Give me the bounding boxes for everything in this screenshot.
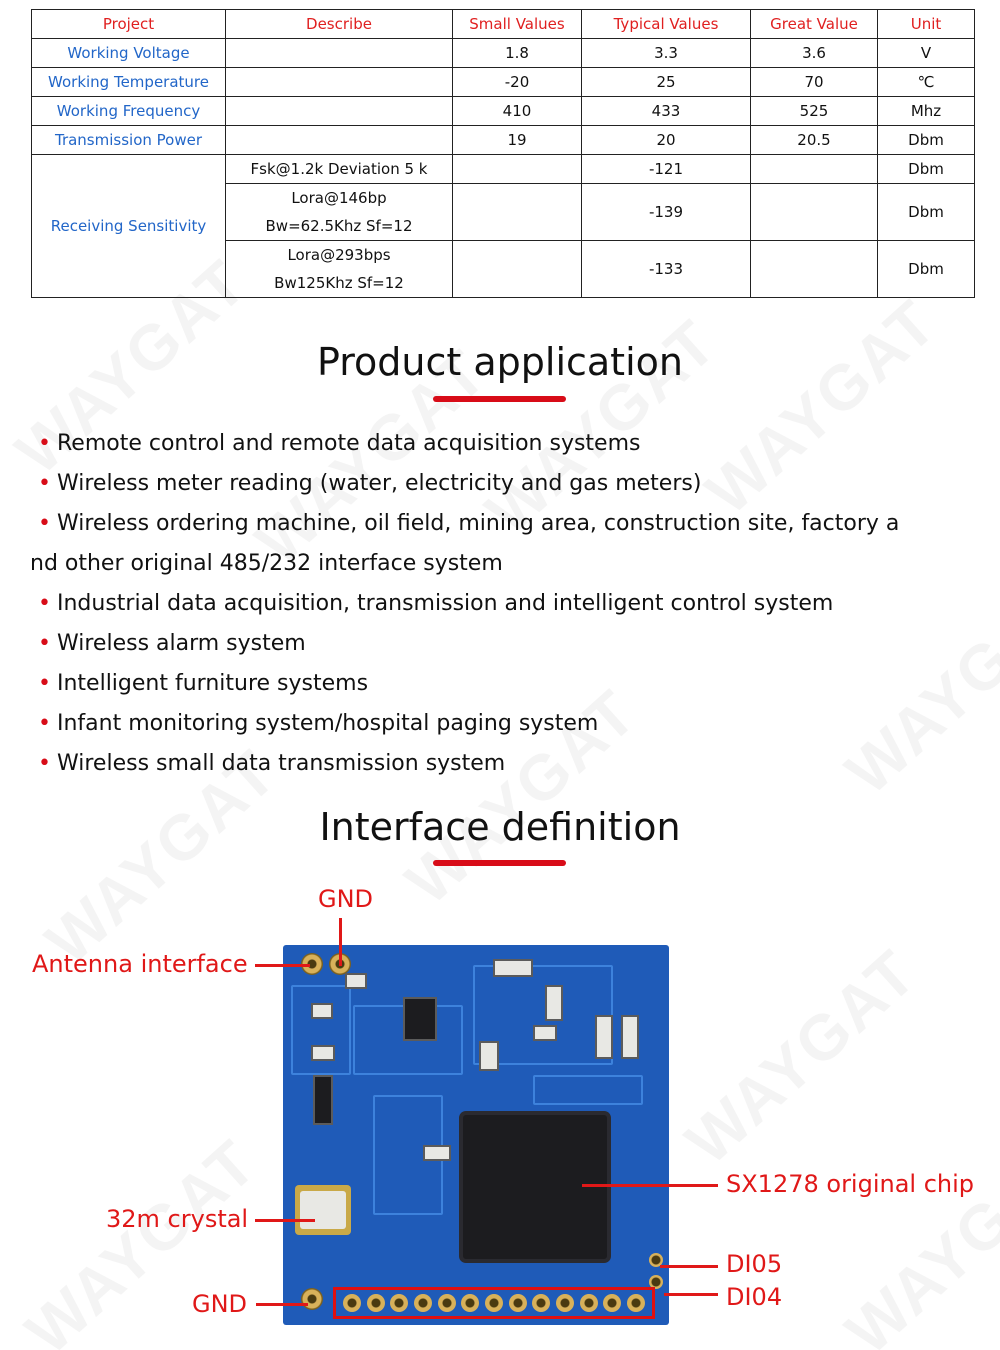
cell-great: 70 bbox=[751, 68, 878, 97]
cell-unit: Dbm bbox=[878, 155, 975, 184]
cell-describe: Fsk@1.2k Deviation 5 k bbox=[226, 155, 453, 184]
cell-small: -20 bbox=[453, 68, 582, 97]
bullet-icon: • bbox=[38, 471, 51, 496]
cell-project: Transmission Power bbox=[32, 126, 226, 155]
pin-pad bbox=[438, 1294, 456, 1312]
cell-great: 20.5 bbox=[751, 126, 878, 155]
list-item bbox=[30, 624, 975, 664]
smd-component bbox=[423, 1145, 451, 1161]
cell-describe bbox=[226, 39, 453, 68]
header-small-values: Small Values bbox=[453, 10, 582, 39]
pin-pad bbox=[509, 1294, 527, 1312]
list-item-text: Wireless small data transmission system bbox=[56, 751, 506, 776]
list-item bbox=[30, 504, 975, 544]
pin-pad bbox=[343, 1294, 361, 1312]
label-sx1278-chip: SX1278 original chip bbox=[726, 1170, 975, 1198]
cell-small: 19 bbox=[453, 126, 582, 155]
cell-unit: V bbox=[878, 39, 975, 68]
cell-great: 3.6 bbox=[751, 39, 878, 68]
cell-unit: Dbm bbox=[878, 126, 975, 155]
cell-describe bbox=[226, 184, 453, 241]
header-typical-values: Typical Values bbox=[582, 10, 751, 39]
list-item bbox=[30, 704, 975, 744]
smd-component bbox=[621, 1015, 639, 1059]
cell-typical: 25 bbox=[582, 68, 751, 97]
cell-unit: Dbm bbox=[878, 241, 975, 298]
bullet-icon: • bbox=[38, 591, 51, 616]
interface-title: Interface definition bbox=[319, 805, 681, 849]
bullet-icon: • bbox=[38, 751, 51, 776]
pin-header-row bbox=[333, 1287, 655, 1319]
sx1278-chip bbox=[463, 1115, 607, 1259]
pin-pad bbox=[627, 1294, 645, 1312]
bullet-icon: • bbox=[38, 511, 51, 536]
bullet-icon: • bbox=[38, 431, 51, 456]
smd-component bbox=[311, 1003, 333, 1019]
leader-line bbox=[256, 1303, 308, 1306]
label-gnd-bottom: GND bbox=[192, 1290, 248, 1318]
smd-component bbox=[545, 985, 563, 1021]
cell-small: 410 bbox=[453, 97, 582, 126]
describe-line-1: Lora@146bp bbox=[291, 189, 387, 207]
leader-line bbox=[582, 1184, 718, 1187]
cell-project: Receiving Sensitivity bbox=[32, 155, 226, 298]
cell-great bbox=[751, 184, 878, 241]
table-row bbox=[32, 39, 975, 68]
list-item-text: Wireless ordering machine, oil field, mining area, construction site, factory a bbox=[56, 511, 900, 536]
cell-small bbox=[453, 184, 582, 241]
list-item-text: Industrial data acquisition, transmission and intelligent control system bbox=[56, 591, 834, 616]
cell-small bbox=[453, 241, 582, 298]
list-item bbox=[30, 664, 975, 704]
cell-describe bbox=[226, 97, 453, 126]
smd-component bbox=[533, 1025, 557, 1041]
bullet-icon: • bbox=[38, 631, 51, 656]
application-list bbox=[30, 424, 975, 784]
gnd-pad bbox=[301, 1288, 323, 1310]
cell-typical: 433 bbox=[582, 97, 751, 126]
cell-great: 525 bbox=[751, 97, 878, 126]
pin-pad bbox=[367, 1294, 385, 1312]
smd-component bbox=[479, 1041, 499, 1071]
interface-title-underline bbox=[433, 860, 566, 866]
header-describe: Describe bbox=[226, 10, 453, 39]
pcb-trace bbox=[291, 985, 351, 1075]
cell-unit: Dbm bbox=[878, 184, 975, 241]
leader-line bbox=[255, 1219, 315, 1222]
pcb-trace bbox=[533, 1075, 643, 1105]
cell-great bbox=[751, 241, 878, 298]
pin-pad bbox=[532, 1294, 550, 1312]
cell-typical: -139 bbox=[582, 184, 751, 241]
list-item bbox=[30, 744, 975, 784]
bullet-icon: • bbox=[38, 711, 51, 736]
pin-pad bbox=[461, 1294, 479, 1312]
smd-component bbox=[595, 1015, 613, 1059]
cell-describe bbox=[226, 126, 453, 155]
cell-project: Working Voltage bbox=[32, 39, 226, 68]
leader-line bbox=[255, 964, 310, 967]
list-item bbox=[30, 424, 975, 464]
cell-typical: 3.3 bbox=[582, 39, 751, 68]
list-item-text: Infant monitoring system/hospital paging system bbox=[56, 711, 599, 736]
cell-unit: Mhz bbox=[878, 97, 975, 126]
label-antenna-interface: Antenna interface bbox=[32, 950, 248, 978]
list-item bbox=[30, 464, 975, 504]
cell-small bbox=[453, 155, 582, 184]
header-great-value: Great Value bbox=[751, 10, 878, 39]
specification-table bbox=[31, 9, 975, 298]
header-project: Project bbox=[32, 10, 226, 39]
list-item-text: Wireless alarm system bbox=[56, 631, 306, 656]
watermark bbox=[671, 935, 930, 1179]
header-unit: Unit bbox=[878, 10, 975, 39]
smd-component bbox=[493, 959, 533, 977]
table-row bbox=[32, 126, 975, 155]
smd-component bbox=[345, 973, 367, 989]
switch-component bbox=[313, 1075, 333, 1125]
application-title: Product application bbox=[317, 340, 683, 384]
cell-describe bbox=[226, 68, 453, 97]
cell-typical: -133 bbox=[582, 241, 751, 298]
label-gnd-top: GND bbox=[318, 885, 374, 913]
cell-small: 1.8 bbox=[453, 39, 582, 68]
cell-unit: ℃ bbox=[878, 68, 975, 97]
crystal-oscillator bbox=[295, 1185, 351, 1235]
list-item-text: Intelligent furniture systems bbox=[56, 671, 369, 696]
table-row bbox=[32, 155, 975, 184]
label-dio4: DI04 bbox=[726, 1283, 783, 1311]
label-crystal: 32m crystal bbox=[106, 1205, 249, 1233]
table-row bbox=[32, 68, 975, 97]
ic-component bbox=[403, 997, 437, 1041]
watermark bbox=[831, 1125, 1000, 1350]
cell-typical: 20 bbox=[582, 126, 751, 155]
leader-line bbox=[660, 1265, 718, 1268]
pin-pad bbox=[485, 1294, 503, 1312]
label-dio5: DI05 bbox=[726, 1250, 783, 1278]
table-row bbox=[32, 97, 975, 126]
leader-line bbox=[339, 918, 342, 966]
list-item-text: Remote control and remote data acquisition systems bbox=[56, 431, 641, 456]
list-item-continuation: nd other original 485/232 interface system bbox=[30, 551, 503, 576]
cell-project: Working Temperature bbox=[32, 68, 226, 97]
describe-line-2: Bw125Khz Sf=12 bbox=[274, 274, 404, 292]
list-item bbox=[30, 584, 975, 624]
describe-line-1: Lora@293bps bbox=[287, 246, 391, 264]
pin-pad bbox=[603, 1294, 621, 1312]
leader-line bbox=[664, 1293, 718, 1296]
application-title-underline bbox=[433, 396, 566, 402]
smd-component bbox=[311, 1045, 335, 1061]
cell-project: Working Frequency bbox=[32, 97, 226, 126]
lora-module-board bbox=[283, 945, 669, 1325]
bullet-icon: • bbox=[38, 671, 51, 696]
table-header-row bbox=[32, 10, 975, 39]
cell-great bbox=[751, 155, 878, 184]
pin-pad bbox=[580, 1294, 598, 1312]
pin-pad bbox=[556, 1294, 574, 1312]
describe-line-2: Bw=62.5Khz Sf=12 bbox=[265, 217, 413, 235]
cell-typical: -121 bbox=[582, 155, 751, 184]
cell-describe bbox=[226, 241, 453, 298]
pin-pad bbox=[414, 1294, 432, 1312]
pin-pad bbox=[390, 1294, 408, 1312]
list-item-text: Wireless meter reading (water, electricity and gas meters) bbox=[56, 471, 702, 496]
